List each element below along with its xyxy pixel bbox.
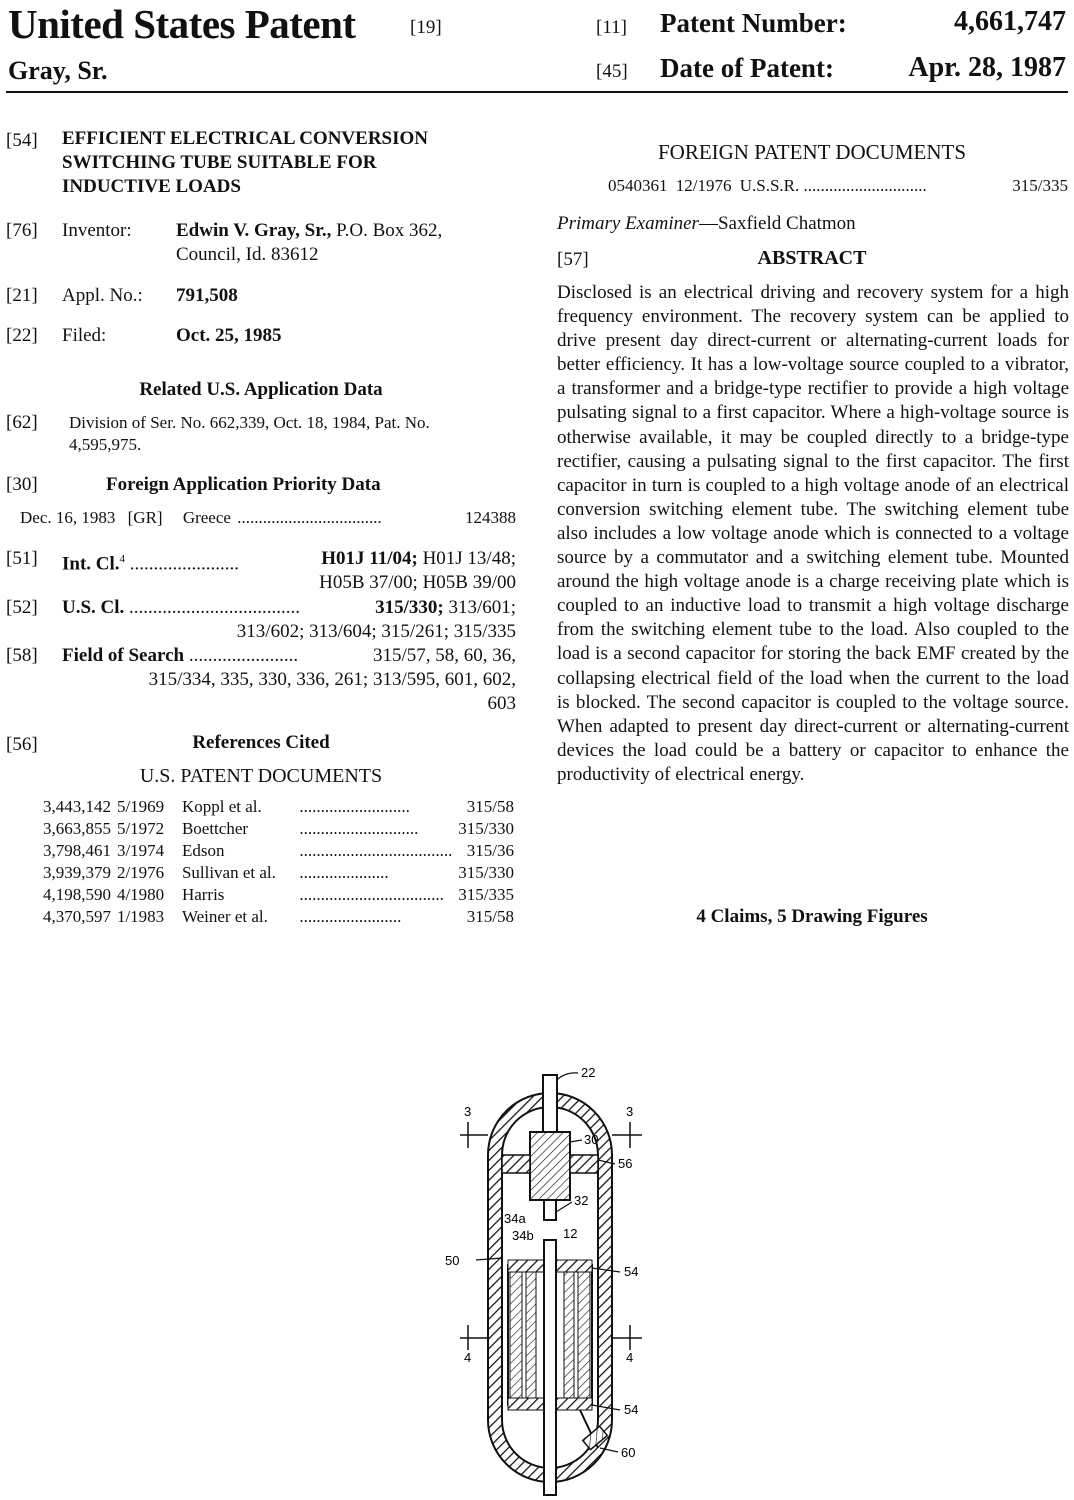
ref-class: 315/330 [458,863,514,882]
dot-leader: ....................... [188,645,299,666]
examiner-label: Primary Examiner [557,213,699,234]
foreign-docs-heading: FOREIGN PATENT DOCUMENTS [657,140,967,164]
dot-leader: .......................... [299,797,410,816]
division-line: Division of Ser. No. 662,339, Oct. 18, 1984, Pat. No. [69,413,430,432]
f56-code: [56] [6,734,38,755]
ref-date: 5/1969 [116,797,165,816]
us-cl-row [62,596,516,620]
electrode-plate [578,1265,590,1405]
title-line: EFFICIENT ELECTRICAL CONVERSION [62,128,429,149]
patent-drawing [440,1060,660,1500]
foreign-priority-heading: Foreign Application Priority Data [106,474,381,495]
int-cl-primary: H01J 11/04; [321,548,418,569]
int-cl-line2: H05B 37/00; H05B 39/00 [319,572,516,593]
search-line2: 315/334, 335, 330, 336, 261; 313/595, 601, 602, [148,669,516,690]
f21-code: [21] [6,285,38,306]
dot-leader: ............................ [299,819,419,838]
ref-date: 3/1974 [116,841,165,860]
f57-code: [57] [557,249,589,270]
ref-number: 3,939,379 [42,863,111,882]
label-60: 60 [621,1445,636,1460]
ref-date: 1/1983 [116,907,165,926]
int-cl-label: Int. Cl. [62,553,120,575]
patent-office-title [8,0,356,48]
ref-name: Boettcher [181,819,249,838]
label-54-bottom: 54 [624,1402,639,1417]
abstract-text: Disclosed is an electrical driving and recovery system for a high frequency environment. The recovery system can be applied to drive present day direct-current or alternating-current loads for better efficiency. It has a low-voltage source coupled to a vibrator, a transformer and a bridge-type rectifier to provide a high voltage pulsating signal to a first capacitor. Where a high-voltage source is otherwise available, it may be coupled directly to a bridge-type rectifier, causing a pulsating signal to the first capacitor. The first capacitor in turn is coupled to a high voltage anode of an electrical conversion switching element tube. The switching element tube also includes a low voltage anode which is connected to a voltage source by a commutator and a switching element tube. Mounted around the high voltage anode is a charge receiving plate which is coupled to an inductive load to transmit a high voltage discharge from the switching element tube to the load. Also coupled to the load is a second capacitor for storing the back EMF created by the collapsing electrical field of the load when the current to the load is blocked. The second capacitor is coupled to the voltage source. When adapted to present day direct-current or alternating-current devices the load could be a battery or capacitor to enhance the productivity of electrical energy. [557,282,1069,785]
dot-leader: ....................... [129,553,240,575]
reference-row [40,907,518,929]
search-line: 315/57, 58, 60, 36, [372,645,516,666]
electrode-plate [564,1265,574,1405]
f21-label: Appl. No.: [62,285,143,306]
date-code: [45] [596,61,628,82]
f54-code: [54] [6,130,38,151]
plate-56-right [570,1155,598,1173]
us-cl-primary: 315/330; [375,597,444,618]
us-cl-label: U.S. Cl. [62,597,125,618]
title-line: INDUCTIVE LOADS [62,176,241,197]
reference-row [40,885,518,907]
ref-name: Sullivan et al. [181,863,276,882]
f22-label: Filed: [62,325,107,346]
foreign-date: 12/1976 [675,176,732,195]
abstract-heading: ABSTRACT [757,247,867,269]
int-cl-secondary: H01J 13/48; [417,548,516,569]
reference-row [40,797,518,819]
leader-22 [557,1073,578,1080]
priority-date: Dec. 16, 1983 [20,508,116,527]
ref-name: Edson [181,841,225,860]
foreign-doc-row [608,175,1068,197]
header-rule [6,91,1068,93]
search-line3: 603 [487,693,516,714]
related-heading: Related U.S. Application Data [139,379,383,400]
ref-class: 315/36 [466,841,514,860]
ref-number: 4,198,590 [42,885,111,904]
date-label: Date of Patent: [660,53,834,83]
title-line: SWITCHING TUBE SUITABLE FOR [62,152,377,173]
ref-name: Weiner et al. [181,907,268,926]
anode-30 [530,1132,570,1200]
examiner-line [557,212,856,236]
reference-row [40,841,518,863]
priority-country: Greece [182,508,231,527]
label-3-right: 3 [626,1104,634,1119]
dot-leader: .................................... [299,841,453,860]
title-text: United States Patent [8,1,356,47]
f22-code: [22] [6,325,38,346]
f51-code: [51] [6,548,38,569]
references-heading: References Cited [192,732,330,753]
ref-name: Koppl et al. [181,797,262,816]
f30-code: [30] [6,474,38,495]
examiner-name: —Saxfield Chatmon [698,213,856,234]
ref-number: 3,663,855 [42,819,111,838]
electrode-plate [510,1265,522,1405]
dot-leader: ............................. [803,176,927,195]
patent-number-label: Patent Number: [660,8,847,38]
rod-32 [544,1200,556,1220]
plate-56-left [502,1155,530,1173]
patent-number: 4,661,747 [954,6,1066,37]
inventor-short: Gray, Sr. [8,56,108,85]
us-cl-secondary: 313/601; [443,597,516,618]
us-cl-line2: 313/602; 313/604; 315/261; 315/335 [236,621,516,642]
claims-summary: 4 Claims, 5 Drawing Figures [696,906,928,927]
ref-class: 315/58 [466,797,514,816]
label-56: 56 [618,1156,633,1171]
inventor-name: Edwin V. Gray, Sr., [176,220,332,241]
ref-name: Harris [181,885,225,904]
search-row [62,644,516,668]
us-docs-heading: U.S. PATENT DOCUMENTS [139,765,383,787]
label-4-left: 4 [464,1350,472,1365]
foreign-class: 315/335 [1012,176,1068,195]
division-line: 4,595,975. [69,435,142,454]
ref-number: 3,798,461 [42,841,111,860]
label-4-right: 4 [626,1350,634,1365]
priority-country-code: [GR] [127,508,163,527]
foreign-country: U.S.S.R. [739,176,800,195]
filed-date: Oct. 25, 1985 [176,325,282,346]
title-code: [19] [410,17,442,38]
foreign-number: 0540361 [608,176,668,195]
f62-code: [62] [6,412,38,433]
f58-code: [58] [6,645,38,666]
electrode-plate [526,1265,536,1405]
f52-code: [52] [6,597,38,618]
references-table-wrap [40,797,518,929]
ref-date: 4/1980 [116,885,165,904]
label-50: 50 [445,1253,460,1268]
ref-date: 5/1972 [116,819,165,838]
label-32: 32 [574,1193,589,1208]
int-cl-edition: 4 [119,553,126,565]
references-table [40,797,518,929]
invention-title [62,127,502,199]
inventor-block [176,219,516,267]
reference-row [40,819,518,841]
ref-class: 315/335 [458,885,514,904]
search-label: Field of Search [62,645,185,666]
label-30: 30 [584,1132,599,1147]
dot-leader: ..................... [299,863,389,882]
ref-number: 3,443,142 [42,797,111,816]
dot-leader: .................................. [299,885,444,904]
inventor-address: P.O. Box 362, [331,220,443,241]
ref-class: 315/58 [466,907,514,926]
f76-label: Inventor: [62,220,132,241]
division-text [69,412,519,456]
rod-12 [544,1240,556,1495]
label-12: 12 [563,1226,578,1241]
priority-number: 124388 [465,508,516,527]
dot-leader: .................................... [129,597,301,618]
dot-leader: ........................ [299,907,402,926]
reference-row [40,863,518,885]
patent-date: Apr. 28, 1987 [908,52,1066,83]
inventor-city: Council, Id. 83612 [176,244,319,265]
label-34b: 34b [512,1228,534,1243]
f76-code: [76] [6,220,38,241]
label-54-top: 54 [624,1264,639,1279]
label-34a: 34a [504,1211,526,1226]
priority-row [20,507,516,529]
appl-number: 791,508 [176,285,238,306]
label-3-left: 3 [464,1104,472,1119]
patent-number-code: [11] [596,17,627,38]
ref-class: 315/330 [458,819,514,838]
ref-number: 4,370,597 [42,907,111,926]
ref-date: 2/1976 [116,863,165,882]
label-22: 22 [581,1065,596,1080]
dot-leader: .................................. [237,508,382,527]
